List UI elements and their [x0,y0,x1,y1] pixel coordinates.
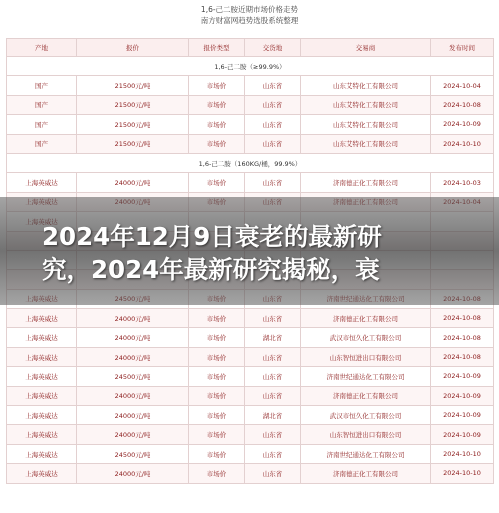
table-cell: 山东智恒进出口有限公司 [301,347,431,366]
table-cell: 24000元/吨 [77,328,189,347]
table-cell: 24000元/吨 [77,347,189,366]
header-price: 报价 [77,39,189,57]
table-cell: 市场价 [189,425,245,444]
table-row [7,425,494,444]
table-cell: 湖北省 [245,328,301,347]
heading-source: 南方财富网趋势选股系统整理 [200,16,299,25]
table-cell: 上海英威达 [7,406,77,425]
table-cell: 山东省 [245,464,301,483]
table-cell: 市场价 [189,444,245,463]
table-cell: 山东艾特化工有限公司 [301,95,431,114]
table-cell: 市场价 [189,347,245,366]
table-cell: 济南德正化工有限公司 [301,173,431,192]
table-cell: 山东艾特化工有限公司 [301,76,431,95]
table-cell: 2024-10-10 [431,464,494,483]
table-row [7,406,494,425]
table-cell: 24000元/吨 [77,309,189,328]
table-cell: 上海英威达 [7,386,77,405]
table-cell: 2024-10-08 [431,328,494,347]
table-cell: 山东智恒进出口有限公司 [301,425,431,444]
table-cell: 24500元/吨 [77,444,189,463]
table-cell: 24000元/吨 [77,406,189,425]
table-cell: 市场价 [189,76,245,95]
table-cell: 市场价 [189,173,245,192]
table-cell: 济南世纪通达化工有限公司 [301,367,431,386]
table-cell: 市场价 [189,328,245,347]
table-cell: 2024-10-09 [431,406,494,425]
table-cell: 上海英威达 [7,367,77,386]
table-row [7,464,494,483]
header-trader: 交易商 [301,39,431,57]
table-cell: 武汉市恒久化工有限公司 [301,328,431,347]
headline-text: 2024年12月9日衰老的最新研 究，2024年最新研究揭秘，衰 [42,222,382,284]
table-row [7,134,494,153]
table-row [7,95,494,114]
document-heading [0,0,499,34]
table-cell: 21500元/吨 [77,76,189,95]
table-cell: 山东省 [245,425,301,444]
group-header-row [7,153,494,172]
header-origin: 产地 [7,39,77,57]
heading-title: 1,6-己二胺近期市场价格走势 [200,5,299,14]
table-cell: 国产 [7,76,77,95]
table-cell: 山东省 [245,386,301,405]
table-cell: 济南世纪通达化工有限公司 [301,444,431,463]
table-cell: 湖北省 [245,406,301,425]
headline-banner [0,197,499,305]
table-cell: 2024-10-04 [431,76,494,95]
group-title: 1,6-己二胺（≥99.9%） [7,57,494,76]
table-cell: 山东省 [245,115,301,134]
table-row [7,173,494,192]
table-cell: 市场价 [189,134,245,153]
table-cell: 21500元/吨 [77,134,189,153]
table-cell: 市场价 [189,309,245,328]
table-cell: 市场价 [189,406,245,425]
table-cell: 武汉市恒久化工有限公司 [301,406,431,425]
table-cell: 山东省 [245,367,301,386]
table-cell: 山东艾特化工有限公司 [301,115,431,134]
table-cell: 上海英威达 [7,444,77,463]
table-cell: 市场价 [189,367,245,386]
table-header-row [7,39,494,57]
table-cell: 国产 [7,115,77,134]
table-cell: 市场价 [189,115,245,134]
table-cell: 上海英威达 [7,347,77,366]
table-cell: 市场价 [189,386,245,405]
table-row [7,328,494,347]
table-cell: 2024-10-10 [431,444,494,463]
table-cell: 国产 [7,134,77,153]
table-cell: 山东省 [245,173,301,192]
table-cell: 济南德正化工有限公司 [301,309,431,328]
table-cell: 2024-10-03 [431,173,494,192]
table-cell: 山东艾特化工有限公司 [301,134,431,153]
table-row [7,309,494,328]
table-cell: 上海英威达 [7,464,77,483]
table-row [7,367,494,386]
table-cell: 24000元/吨 [77,464,189,483]
table-row [7,386,494,405]
header-delivery: 交货地 [245,39,301,57]
table-cell: 山东省 [245,76,301,95]
table-cell: 2024-10-08 [431,347,494,366]
table-row [7,76,494,95]
table-cell: 2024-10-09 [431,115,494,134]
table-cell: 济南德正化工有限公司 [301,386,431,405]
table-row [7,115,494,134]
table-cell: 山东省 [245,347,301,366]
group-header-row [7,57,494,76]
table-cell: 2024-10-08 [431,309,494,328]
table-cell: 市场价 [189,464,245,483]
table-row [7,444,494,463]
table-cell: 上海英威达 [7,309,77,328]
table-cell: 2024-10-09 [431,367,494,386]
header-date: 发布时间 [431,39,494,57]
table-cell: 21500元/吨 [77,115,189,134]
table-cell: 国产 [7,95,77,114]
table-cell: 山东省 [245,444,301,463]
table-cell: 24000元/吨 [77,173,189,192]
table-cell: 市场价 [189,95,245,114]
header-price-type: 报价类型 [189,39,245,57]
table-row [7,347,494,366]
table-cell: 济南德正化工有限公司 [301,464,431,483]
table-cell: 上海英威达 [7,173,77,192]
table-cell: 山东省 [245,95,301,114]
table-cell: 2024-10-09 [431,425,494,444]
table-cell: 上海英威达 [7,425,77,444]
table-cell: 2024-10-09 [431,386,494,405]
table-cell: 24000元/吨 [77,386,189,405]
table-cell: 山东省 [245,309,301,328]
table-cell: 2024-10-10 [431,134,494,153]
group-title: 1,6-己二胺（160KG/桶，99.9%） [7,153,494,172]
table-cell: 山东省 [245,134,301,153]
table-cell: 21500元/吨 [77,95,189,114]
table-cell: 2024-10-08 [431,95,494,114]
table-cell: 24000元/吨 [77,425,189,444]
table-cell: 上海英威达 [7,328,77,347]
table-cell: 24500元/吨 [77,367,189,386]
